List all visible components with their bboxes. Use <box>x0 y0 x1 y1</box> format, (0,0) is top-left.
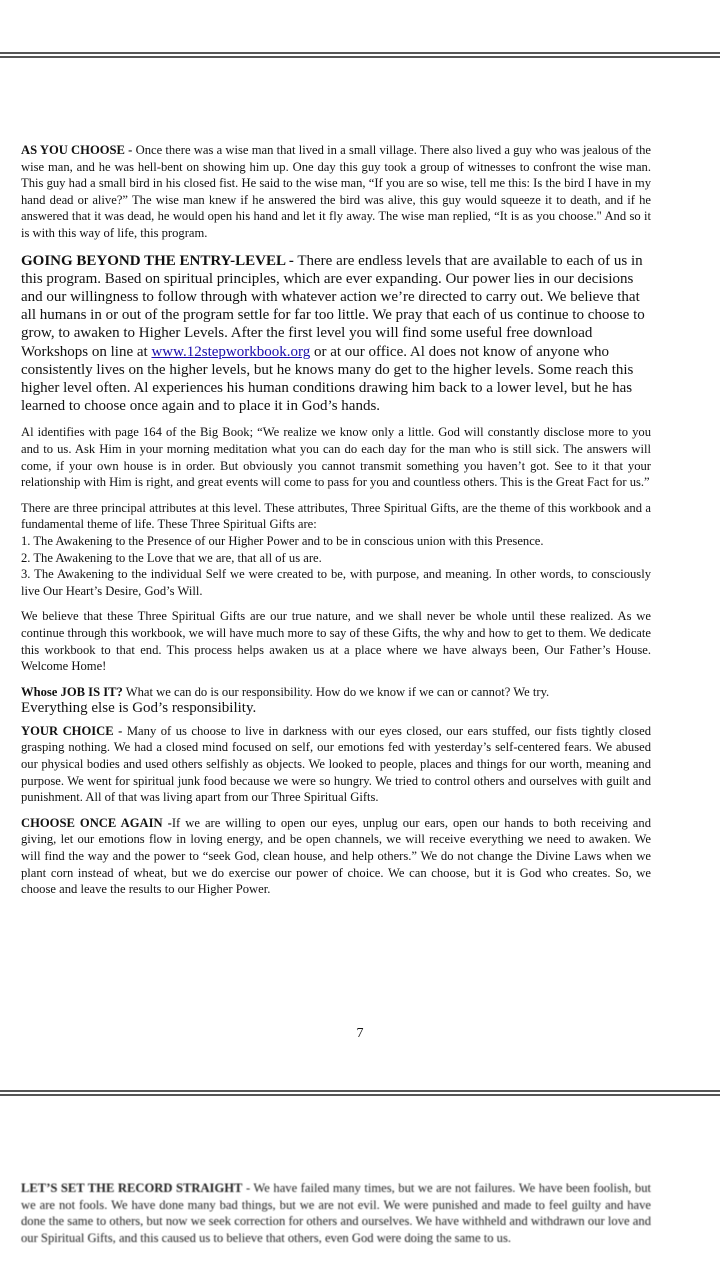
page-number: 7 <box>356 1026 364 1041</box>
paragraph-whose-job <box>21 684 651 717</box>
text-as-you-choose: Once there was a wise man that lived in a small village. There also lived a guy who was jealous of the wise man, and he was hell-bent on showing him up. One day this guy took a group of witnesses to confront the wise man. This guy had a small bird in his closed fist. He said to the wise man, “If you are so wise, tell me this: Is the bird I have in my hand dead or alive?” The wise man knew if he answered the bird was alive, this guy would squeeze it to death, and if he answered that it was dead, he would open his hand and let it fly away. The wise man replied, “It is as you choose." And so it is with this way of life, this program. <box>21 143 651 240</box>
heading-your-choice: YOUR CHOICE - <box>21 723 123 738</box>
paragraph-three-attributes <box>21 500 651 600</box>
paragraph-as-you-choose <box>21 142 651 242</box>
text-lets-set: - We have failed many times, but we are not failures. We have been foolish, but we are not fools. We have done many bad things, but we are not evil. We were punished and made to feel guilty and have done the same to others, but now we seek correction for others and ourselves. We have withheld and withdrawn our love and our Spiritual Gifts, and this caused us to believe that others, even God were doing the same to us. <box>21 1181 651 1245</box>
text-your-choice: Many of us choose to live in darkness with our eyes closed, our ears stuffed, our fists tightly closed grasping nothing. We had a closed mind focused on self, our emotions fed with yesterday’s self-centered fears. We abused our physical bodies and used others selfishly as objects. We looked to people, places and things for our worth, meaning and purpose. We went for spiritual junk food because we were so hungry. We tried to control others and ourselves with guilt and punishment. All of that was living apart from our Three Spiritual Gifts. <box>21 723 652 805</box>
heading-as-you-choose: AS YOU CHOOSE - <box>21 143 133 157</box>
page-separator-bottom <box>0 1090 720 1096</box>
text-going-beyond-part-1: There are endless levels that are available to each of us in this program. Based on spiritual principles, which are ever expanding. Our power lies in our decisions and our willingness to follow through with whatever action we’re directed to carry out. We believe that all humans in or out of the program settle for far too little. We pray that each of us continue to choose to grow, to awaken to Higher Levels. After the first level you will find some useful free download Workshops on line at <box>21 252 645 360</box>
document-page-8-partial <box>21 1180 651 1272</box>
paragraph-al-identifies <box>21 424 651 490</box>
text-whose-job: What we can do is our responsibility. How do we know if we can or cannot? We try. <box>122 684 550 699</box>
paragraph-your-choice <box>21 723 651 806</box>
text-choose-once-again: If we are willing to open our eyes, unplug our ears, open our hands to both receiving and giving, let our emotions flow in loving energy, and be open channels, we will receive everything we need to awaken. We will find the way and the power to “seek God, clean house, and help others.” We do not change the Divine Laws when we plant corn instead of wheat, but we do exercise our power of choice. We can choose, but it is God who creates. So, we choose and leave the results to our Higher Power. <box>21 815 651 897</box>
workbook-website-link[interactable]: www.12stepworkbook.org <box>151 343 311 360</box>
text-we-believe: We believe that these Three Spiritual Gifts are our true nature, and we shall never be whole until these realized. As we continue through this workbook, we will have much more to say of these Gifts, the why and how to get to them. We dedicate this workbook to that end. This process helps awaken us at a place where we have always been, Our Father’s House. Welcome Home! <box>21 609 651 674</box>
heading-going-beyond: GOING BEYOND THE ENTRY-LEVEL - <box>21 252 294 269</box>
paragraph-we-believe <box>21 608 651 674</box>
paragraph-choose-once-again <box>21 815 651 898</box>
page-separator-top <box>0 52 720 58</box>
text-whose-job-tail: Everything else is God’s responsibility. <box>21 700 257 717</box>
list-item-gift-2: 2. The Awakening to the Love that we are, that all of us are. <box>21 550 322 565</box>
paragraph-going-beyond <box>21 252 651 416</box>
paragraph-lets-set <box>21 1180 651 1246</box>
heading-lets-set: LET’S SET THE RECORD STRAIGHT <box>21 1181 243 1195</box>
heading-choose-once-again: CHOOSE ONCE AGAIN - <box>21 815 172 830</box>
document-page-7 <box>21 142 651 907</box>
text-al-identifies: Al identifies with page 164 of the Big Book; “We realize we know only a little. God will constantly disclose more to you and to us. Ask Him in your morning meditation what you can do each day for the man who is still sick. The answers will come, if your own house is in order. But obviously you cannot transmit something you haven’t got. See to it that your relationship with Him is right, and great events will come to pass for you and countless others. This is the Great Fact for us.” <box>21 425 651 490</box>
page-top-mark <box>334 0 337 5</box>
text-going-beyond-part-2: or at our office. Al does not know of anyone who consistently lives on the higher levels, but he knows many do get to the higher levels. Some reach this higher level often. Al experiences his human conditions drawing him back to a lower level, but he has learned to choose once again and to place it in God’s hands. <box>21 343 634 415</box>
list-item-gift-1: 1. The Awakening to the Presence of our Higher Power and to be in conscious union with this Presence. <box>21 533 544 548</box>
text-three-attributes-intro: There are three principal attributes at this level. These attributes, Three Spiritual Gifts, are the theme of this workbook and a fundamental theme of life. These Three Spiritual Gifts are: <box>21 500 651 532</box>
list-item-gift-3: 3. The Awakening to the individual Self we were created to be, with purpose, and meaning. In other words, to consciously live Our Heart’s Desire, God’s Will. <box>21 567 651 598</box>
heading-whose-job: Whose JOB IS IT? <box>21 684 123 699</box>
